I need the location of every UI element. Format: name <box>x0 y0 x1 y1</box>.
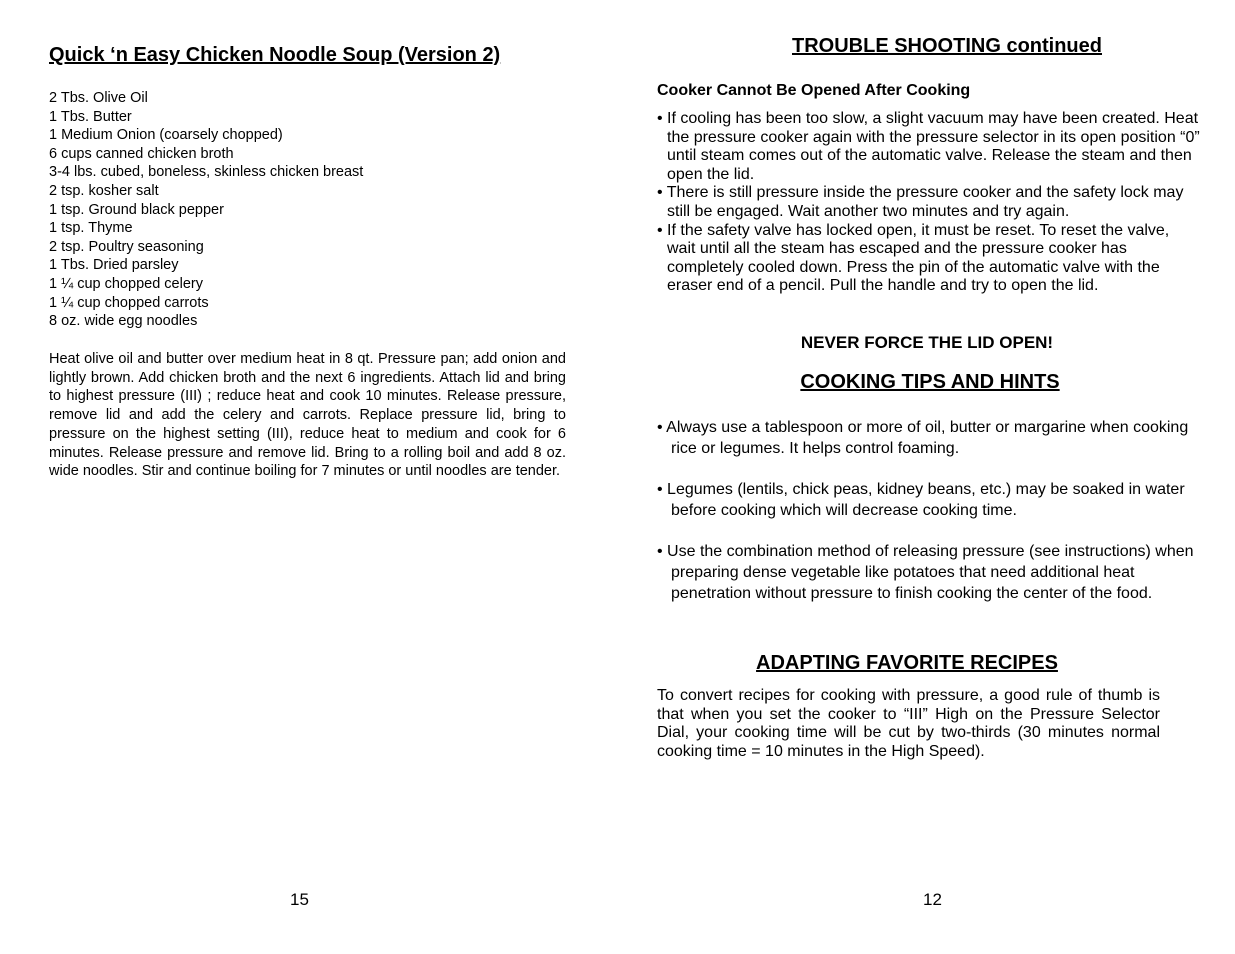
lid-warning: NEVER FORCE THE LID OPEN! <box>800 333 1054 352</box>
page-number-left: 15 <box>290 890 309 909</box>
ingredient-item: 1 ¼ cup chopped carrots <box>49 294 209 311</box>
tips-title: COOKING TIPS AND HINTS <box>800 371 1060 393</box>
ingredient-item: 1 Tbs. Dried parsley <box>49 257 179 274</box>
recipe-directions: Heat olive oil and butter over medium heat in 8 qt. Pressure pan; add onion and lightly brown. Add chicken broth and the next 6 ingredients. Attach lid and bring to highest pressure (III) ; reduce heat and cook 10 minutes. Release pressure, remove lid and add the celery and carrots. Replace pressure lid, bring to pressure on the highest setting (III), reduce heat to medium and cook for 6 minutes. Release pressure and remove lid. Bring to a rolling boil and add 8 oz. wide noodles. Stir and continue boiling for 7 minutes or until noodles are tender. <box>49 351 566 480</box>
ingredient-item: 2 Tbs. Olive Oil <box>49 90 148 106</box>
left-page <box>0 0 617 954</box>
ingredient-item: 1 Medium Onion (coarsely chopped) <box>49 127 283 144</box>
tip-item: • Legumes (lentils, chick peas, kidney beans, etc.) may be soaked in water before cooking which will decrease cooking time. <box>657 481 1185 519</box>
tips-list <box>657 417 1202 624</box>
ingredient-list <box>49 89 569 331</box>
ingredient-item: 3-4 lbs. cubed, boneless, skinless chicken breast <box>49 164 364 181</box>
page-number-right: 12 <box>923 890 942 909</box>
troubleshooting-item: • There is still pressure inside the pressure cooker and the safety lock may still be engaged. Wait another two minutes and try again. <box>657 184 1184 220</box>
troubleshooting-list <box>657 110 1202 296</box>
ingredient-item: 1 ¼ cup chopped celery <box>49 275 203 292</box>
troubleshooting-item: • If the safety valve has locked open, it must be reset. To reset the valve, wait until all the steam has escaped and the pressure cooker has completely cooled down. Press the pin of the automatic valve with the eraser end of a pencil. Pull the handle and try to open the lid. <box>657 221 1170 295</box>
ingredient-item: 1 tsp. Thyme <box>49 220 133 237</box>
recipe-title: Quick ‘n Easy Chicken Noodle Soup (Version 2) <box>49 44 501 66</box>
tip-item: • Always use a tablespoon or more of oil, butter or margarine when cooking rice or legumes. It helps control foaming. <box>657 419 1189 457</box>
ingredient-item: 8 oz. wide egg noodles <box>49 313 198 330</box>
ingredient-item: 1 tsp. Ground black pepper <box>49 201 224 218</box>
ingredient-item: 1 Tbs. Butter <box>49 108 132 125</box>
troubleshooting-subtitle: Cooker Cannot Be Opened After Cooking <box>657 82 971 99</box>
adapting-title: ADAPTING FAVORITE RECIPES <box>756 652 1058 674</box>
ingredient-item: 2 tsp. kosher salt <box>49 182 159 199</box>
ingredient-item: 2 tsp. Poultry seasoning <box>49 238 204 255</box>
ingredient-item: 6 cups canned chicken broth <box>49 145 234 162</box>
right-page <box>617 0 1235 954</box>
troubleshooting-item: • If cooling has been too slow, a slight vacuum may have been created. Heat the pressure cooker again with the pressure selector in its open position “0” until steam comes out of the automatic valve. Release the steam and then open the lid. <box>657 110 1200 183</box>
adapting-body: To convert recipes for cooking with pressure, a good rule of thumb is that when you set the cooker to “III” High on the Pressure Selector Dial, your cooking time will be cut by two-thirds (30 minutes normal cooking time = 10 minutes in the High Speed). <box>657 687 1160 760</box>
troubleshooting-title: TROUBLE SHOOTING continued <box>792 35 1102 57</box>
tip-item: • Use the combination method of releasing pressure (see instructions) when preparing dense vegetable like potatoes that need additional heat penetration without pressure to finish cooking the center of the food. <box>657 543 1194 602</box>
